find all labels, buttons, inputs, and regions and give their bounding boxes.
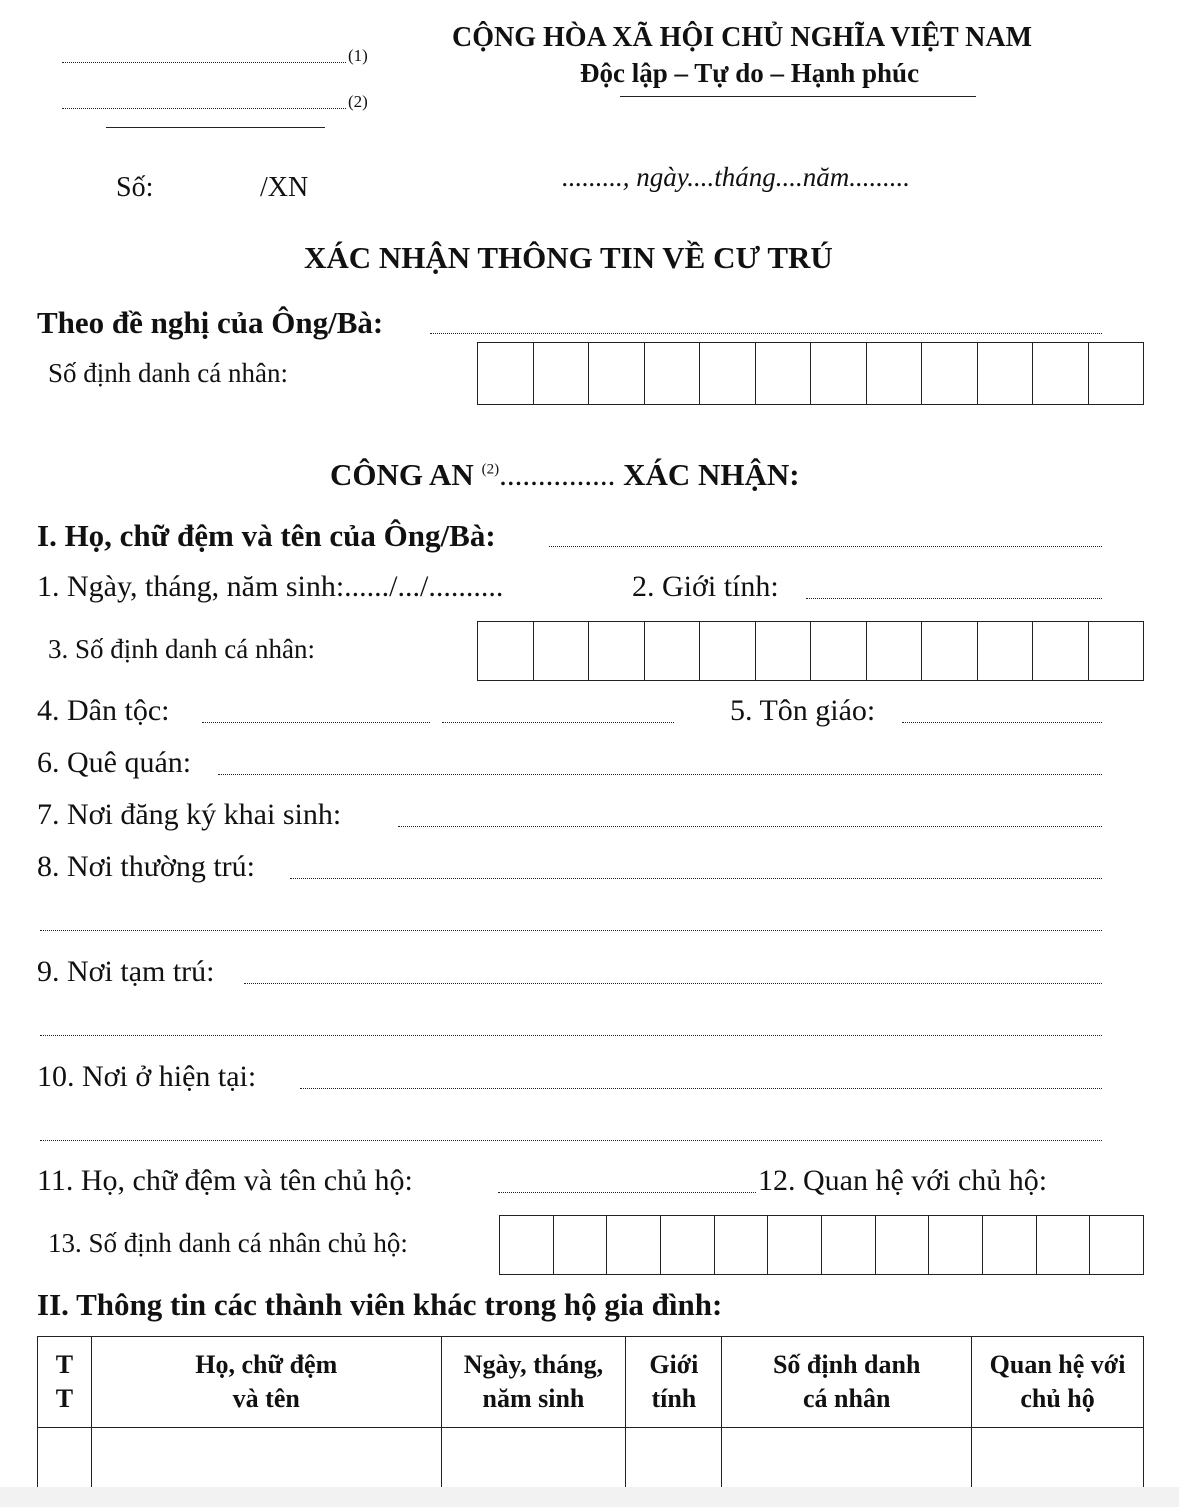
confirm-heading: [330, 457, 800, 493]
id-box[interactable]: [978, 622, 1034, 680]
column-header-gender: Giới tính: [626, 1337, 722, 1428]
id-box[interactable]: [1033, 343, 1089, 404]
id-box[interactable]: [811, 622, 867, 680]
permanent-residence-label: 8. Nơi thường trú:: [37, 850, 255, 883]
ethnicity-field-a[interactable]: [202, 722, 430, 723]
number-label: Số:: [116, 172, 154, 203]
table-cell[interactable]: [972, 1428, 1144, 1489]
id-box[interactable]: [929, 1216, 983, 1274]
id-box[interactable]: [1090, 1216, 1143, 1274]
id-box[interactable]: [756, 343, 812, 404]
current-residence-label: 10. Nơi ở hiện tại:: [37, 1060, 257, 1093]
confirm-dots: ...............: [499, 457, 616, 492]
number-suffix: /XN: [260, 172, 309, 203]
id-box[interactable]: [478, 343, 534, 404]
request-name-field[interactable]: [430, 333, 1102, 334]
request-label: Theo đề nghị của Ông/Bà:: [37, 305, 384, 340]
household-head-name-label: 11. Họ, chữ đệm và tên chủ hộ:: [37, 1164, 413, 1197]
org-line-2: [62, 108, 346, 109]
id-box[interactable]: [922, 343, 978, 404]
id-box[interactable]: [1033, 622, 1089, 680]
id-box[interactable]: [661, 1216, 715, 1274]
religion-label: 5. Tôn giáo:: [730, 694, 876, 727]
household-head-id-boxes[interactable]: [499, 1215, 1144, 1275]
column-header-dob: Ngày, tháng, năm sinh: [441, 1337, 626, 1428]
table-header-row: [38, 1337, 1144, 1428]
id-box[interactable]: [645, 343, 701, 404]
document-title: XÁC NHẬN THÔNG TIN VỀ CƯ TRÚ: [304, 240, 833, 275]
id-box[interactable]: [1037, 1216, 1091, 1274]
table-cell[interactable]: [722, 1428, 972, 1489]
id-box[interactable]: [756, 622, 812, 680]
column-header-fullname: Họ, chữ đệm và tên: [91, 1337, 441, 1428]
confirm-marker: (2): [481, 461, 500, 478]
country-name: CỘNG HÒA XÃ HỘI CHỦ NGHĨA VIỆT NAM: [452, 22, 1033, 53]
birth-registration-field[interactable]: [398, 826, 1102, 827]
id-box[interactable]: [500, 1216, 554, 1274]
table-cell[interactable]: [38, 1428, 92, 1489]
gender-label: 2. Giới tính:: [632, 570, 779, 603]
id-box[interactable]: [645, 622, 701, 680]
id-box[interactable]: [700, 343, 756, 404]
id-box[interactable]: [811, 343, 867, 404]
date-line: ........., ngày....tháng....năm.........: [562, 162, 910, 192]
motto: Độc lập – Tự do – Hạnh phúc: [580, 58, 920, 88]
section2-heading: II. Thông tin các thành viên khác trong hộ gia đình:: [37, 1287, 723, 1322]
id-box[interactable]: [876, 1216, 930, 1274]
id-box[interactable]: [700, 622, 756, 680]
relation-label: 12. Quan hệ với chủ hộ:: [758, 1164, 1048, 1197]
table-cell[interactable]: [626, 1428, 722, 1489]
permanent-residence-field[interactable]: [290, 878, 1102, 879]
permanent-residence-field-2[interactable]: [40, 930, 1102, 931]
hometown-field[interactable]: [218, 774, 1102, 775]
birth-registration-label: 7. Nơi đăng ký khai sinh:: [37, 798, 342, 831]
temporary-residence-field-2[interactable]: [40, 1035, 1102, 1036]
current-residence-field-2[interactable]: [40, 1140, 1102, 1141]
org-line-1-marker: (1): [348, 46, 368, 65]
id-box[interactable]: [768, 1216, 822, 1274]
id-box[interactable]: [589, 622, 645, 680]
household-members-table: [37, 1336, 1144, 1489]
table-cell[interactable]: [91, 1428, 441, 1489]
id-box[interactable]: [554, 1216, 608, 1274]
id-box[interactable]: [922, 622, 978, 680]
id-box[interactable]: [589, 343, 645, 404]
ethnicity-field-b[interactable]: [442, 722, 674, 723]
current-residence-field[interactable]: [300, 1088, 1102, 1089]
id-box[interactable]: [534, 343, 590, 404]
temporary-residence-field[interactable]: [244, 983, 1102, 984]
page-bottom-edge: [0, 1487, 1179, 1507]
confirm-prefix: CÔNG AN: [330, 457, 474, 492]
section1-heading: I. Họ, chữ đệm và tên của Ông/Bà:: [37, 518, 496, 553]
id-box[interactable]: [867, 622, 923, 680]
column-header-relation: Quan hệ với chủ hộ: [972, 1337, 1144, 1428]
personal-id-boxes[interactable]: [477, 621, 1144, 681]
table-row: [38, 1428, 1144, 1489]
confirm-suffix: XÁC NHẬN:: [623, 457, 800, 492]
ethnicity-label: 4. Dân tộc:: [37, 694, 170, 727]
id-box[interactable]: [978, 343, 1034, 404]
table-cell[interactable]: [441, 1428, 626, 1489]
id-box[interactable]: [1089, 622, 1144, 680]
household-head-id-label: 13. Số định danh cá nhân chủ hộ:: [48, 1228, 408, 1258]
id-box[interactable]: [534, 622, 590, 680]
column-header-id: Số định danh cá nhân: [722, 1337, 972, 1428]
hometown-label: 6. Quê quán:: [37, 746, 192, 779]
dob-label: 1. Ngày, tháng, năm sinh:....../.../..........: [37, 570, 504, 603]
request-id-label: Số định danh cá nhân:: [48, 358, 288, 388]
gender-field[interactable]: [806, 598, 1102, 599]
org-line-2-marker: (2): [348, 92, 368, 111]
id-box[interactable]: [983, 1216, 1037, 1274]
id-box[interactable]: [715, 1216, 769, 1274]
id-box[interactable]: [1089, 343, 1144, 404]
id-box[interactable]: [607, 1216, 661, 1274]
id-box[interactable]: [867, 343, 923, 404]
org-line-1: [62, 62, 346, 63]
temporary-residence-label: 9. Nơi tạm trú:: [37, 955, 215, 988]
id-box[interactable]: [478, 622, 534, 680]
religion-field[interactable]: [902, 722, 1102, 723]
id-label: 3. Số định danh cá nhân:: [48, 634, 315, 664]
household-head-name-field[interactable]: [498, 1192, 756, 1193]
column-header-tt: T T: [38, 1337, 92, 1428]
fullname-field[interactable]: [549, 546, 1102, 547]
org-underline: [106, 127, 325, 128]
motto-underline: [620, 96, 976, 97]
request-id-boxes[interactable]: [477, 342, 1144, 405]
id-box[interactable]: [822, 1216, 876, 1274]
